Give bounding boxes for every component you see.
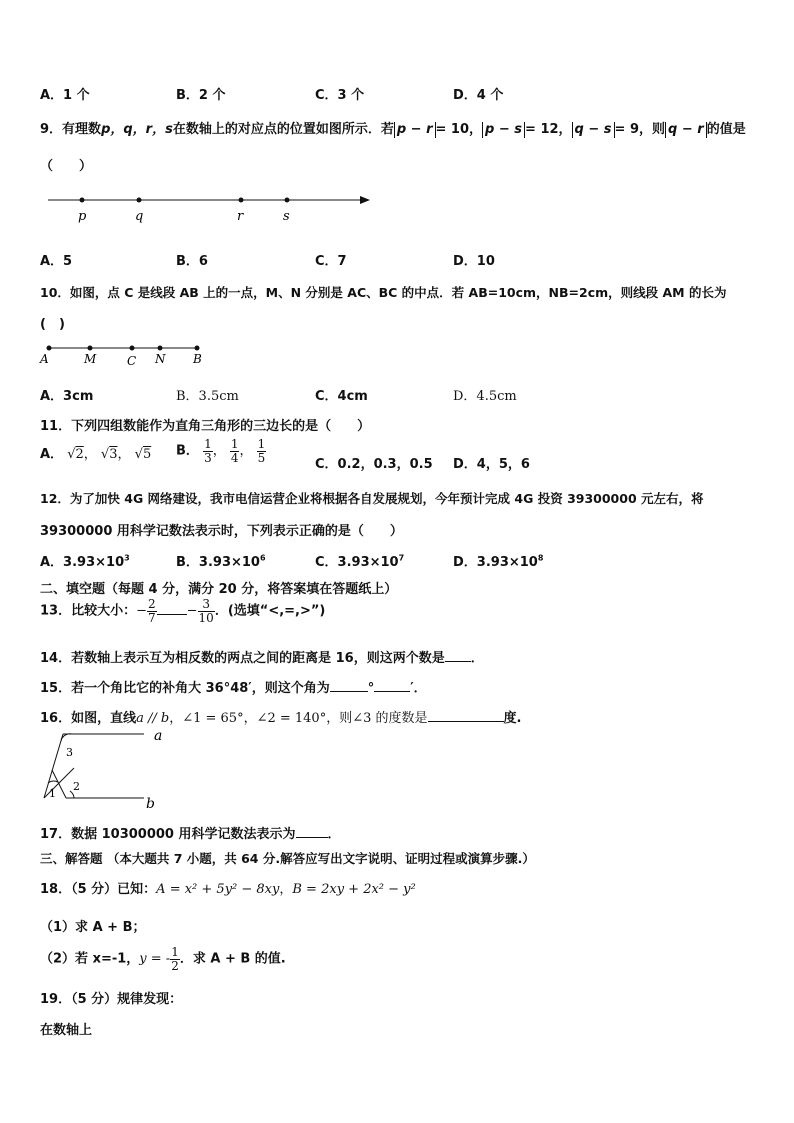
arrow-right-icon bbox=[360, 196, 370, 204]
q18-expr-b: B = 2xy + 2x² − y² bbox=[292, 882, 416, 897]
q9-option-c[interactable]: C．7 bbox=[315, 254, 347, 269]
q10-option-a[interactable]: A．3cm bbox=[40, 389, 94, 404]
q11-frac-1: $\frac{1}{3}$ bbox=[204, 437, 212, 465]
q9-label-q: q bbox=[135, 209, 144, 224]
q17-text: 17．数据 10300000 用科学记数法表示为 bbox=[40, 827, 296, 842]
q9-abs-qs: q − s bbox=[572, 122, 615, 138]
q10-option-d[interactable]: D．4.5cm bbox=[453, 389, 517, 404]
q13-suffix: ．(选填“<,=,>”) bbox=[214, 603, 326, 619]
q11-frac-3: $\frac{1}{5}$ bbox=[257, 437, 266, 465]
q18-expr-a: A = x² + 5y² − 8xy bbox=[156, 882, 280, 897]
q15-text: 15．若一个角比它的补角大 36°48′，则这个角为 bbox=[40, 681, 330, 696]
q12-option-b[interactable]: B．$3.93\times 10^6$ bbox=[176, 553, 266, 570]
q19-title: 19．（5 分）规律发现： bbox=[40, 992, 183, 1007]
q9-eq1: = 10， bbox=[435, 122, 483, 137]
q11-sqrt-2: √3 bbox=[100, 447, 118, 462]
q9-option-d[interactable]: D．10 bbox=[453, 254, 495, 269]
q10-option-b[interactable]: B．3.5cm bbox=[176, 389, 239, 404]
q9-vars: p，q，r，s bbox=[101, 122, 173, 137]
q8-option-b[interactable]: B．2 个 bbox=[176, 88, 226, 103]
q16 bbox=[40, 707, 521, 726]
q9-paren: （ ） bbox=[40, 159, 93, 174]
q13-frac-1: $\frac{2}{7}$ bbox=[148, 597, 156, 625]
q10-stem: 10．如图，点 C 是线段 AB 上的一点，M、N 分别是 AC、BC 的中点．若 AB=10cm，NB=2cm，则线段 AM 的长为 bbox=[40, 285, 727, 300]
q16-label-3: 3 bbox=[66, 746, 73, 759]
q9-point-s bbox=[285, 198, 290, 203]
q14-text: 14．若数轴上表示互为相反数的两点之间的距离是 16，则这两个数是 bbox=[40, 651, 445, 666]
section-3-heading: 三、解答题 （本大题共 7 小题，共 64 分.解答应写出文字说明、证明过程或演算步骤.） bbox=[40, 851, 535, 866]
q15-degree-sign: ° bbox=[367, 681, 375, 696]
q16-label-1: 1 bbox=[49, 787, 56, 800]
q11-option-b[interactable]: B． $\frac{1}{3}$ ， $\frac{1}{4}$ ， $\frac{1}{5}$ bbox=[176, 437, 266, 465]
q10-point-m bbox=[88, 346, 93, 351]
q11-option-a[interactable]: A． √2， √3， √5 bbox=[40, 447, 152, 462]
q18-sub2-b: ．求 A + B 的值. bbox=[179, 951, 286, 967]
q10-paren: ( ) bbox=[40, 317, 65, 332]
q18-prefix: 18．（5 分）已知： bbox=[40, 882, 157, 897]
q14: 14．若数轴上表示互为相反数的两点之间的距离是 16，则这两个数是 ． bbox=[40, 651, 484, 666]
q12-option-d[interactable]: D．$3.93\times 10^8$ bbox=[453, 553, 544, 570]
q17-answer-blank[interactable] bbox=[296, 837, 328, 838]
q16-answer-blank[interactable] bbox=[428, 721, 504, 722]
q8-option-c[interactable]: C．3 个 bbox=[315, 88, 365, 103]
q16-angles: ，∠1 = 65°，∠2 = 140°，则∠3 的度数是 bbox=[169, 711, 428, 726]
q18-sub1: （1）求 A + B； bbox=[40, 920, 146, 935]
q16-angle-1-arc bbox=[48, 781, 58, 783]
q9-number: 9． bbox=[40, 122, 63, 137]
q9-option-b[interactable]: B．6 bbox=[176, 254, 208, 269]
q9-number-line bbox=[40, 188, 380, 228]
q9-label-p: p bbox=[78, 209, 87, 224]
q9-point-r bbox=[239, 198, 244, 203]
section-2-heading: 二、填空题（每题 4 分，满分 20 分，将答案填在答题纸上） bbox=[40, 582, 398, 597]
q10-point-a bbox=[47, 346, 52, 351]
q13-frac-2: $\frac{3}{10}$ bbox=[198, 597, 214, 625]
q9-point-p bbox=[80, 198, 85, 203]
q18-sub2 bbox=[40, 946, 286, 972]
q18-sub2-a: （2）若 x=-1， bbox=[40, 951, 140, 967]
q10-segment-figure bbox=[36, 338, 216, 368]
q9-stem-c: 的值是 bbox=[706, 122, 746, 137]
q9-eq2: = 12， bbox=[525, 122, 572, 137]
q12-line1: 12．为了加快 4G 网络建设，我市电信运营企业将根据各自发展规划，今年预计完成 4G 投资 39300000 元左右，将 bbox=[40, 491, 704, 506]
q11-sqrt-3: √5 bbox=[134, 447, 152, 462]
q13-answer-blank[interactable] bbox=[157, 614, 187, 615]
q15-degree-blank[interactable] bbox=[330, 691, 368, 692]
q8-option-a[interactable]: A．1 个 bbox=[40, 88, 90, 103]
q9-stem bbox=[40, 118, 746, 138]
q18-sub2-y: y = - bbox=[139, 951, 171, 967]
q16-label-b: b bbox=[146, 796, 155, 812]
q16-figure bbox=[36, 728, 176, 814]
q18-sep: ， bbox=[279, 882, 293, 897]
q14-answer-blank[interactable] bbox=[445, 661, 471, 662]
q16-label-a: a bbox=[154, 728, 163, 744]
q10-point-n bbox=[158, 346, 163, 351]
q11-option-b-label: B． bbox=[176, 443, 199, 459]
q10-point-c bbox=[130, 346, 135, 351]
q9-option-a[interactable]: A．5 bbox=[40, 254, 73, 269]
q9-point-q bbox=[137, 198, 142, 203]
q10-label-a: A bbox=[40, 352, 49, 366]
q9-stem-a: 有理数 bbox=[62, 122, 102, 137]
q11-frac-2: $\frac{1}{4}$ bbox=[230, 437, 239, 465]
q18 bbox=[40, 878, 416, 897]
q10-label-c: C bbox=[127, 354, 137, 368]
q16-prefix: 16．如图，直线 bbox=[40, 711, 137, 726]
q9-eq3: = 9，则 bbox=[614, 122, 666, 137]
q16-parallel: a // b bbox=[136, 711, 170, 726]
q17: 17．数据 10300000 用科学记数法表示为 ． bbox=[40, 827, 341, 842]
q9-abs-ps: p − s bbox=[482, 122, 525, 138]
q11-sqrt-1: √2 bbox=[67, 447, 84, 462]
q10-label-n: N bbox=[155, 352, 166, 366]
q10-point-b bbox=[195, 346, 200, 351]
q9-abs-qr: q − r bbox=[665, 122, 707, 138]
q12-option-a[interactable]: A．$3.93\times 10^3$ bbox=[40, 553, 130, 570]
q11-option-d[interactable]: D．4，5，6 bbox=[453, 457, 530, 472]
q9-label-s: s bbox=[283, 209, 290, 224]
q11-stem: 11．下列四组数能作为直角三角形的三边长的是（ ） bbox=[40, 419, 371, 434]
q18-frac: $\frac{1}{2}$ bbox=[171, 945, 179, 973]
q16-label-2: 2 bbox=[73, 780, 80, 793]
q11-option-a-label: A． bbox=[40, 447, 64, 462]
q13: 13．比较大小：− $\frac{2}{7}$ − $\frac{3}{10}$ ．(选填“<,=,>”) bbox=[40, 597, 326, 625]
q10-label-m: M bbox=[84, 352, 97, 366]
q10-label-b: B bbox=[193, 352, 202, 366]
q10-option-c[interactable]: C．4cm bbox=[315, 389, 368, 404]
q11-option-c[interactable]: C．0.2，0.3，0.5 bbox=[315, 457, 433, 472]
q15-minute-sign: ′． bbox=[410, 681, 427, 696]
q19-line: 在数轴上 bbox=[40, 1023, 93, 1038]
q15-minute-blank[interactable] bbox=[374, 691, 410, 692]
q12-line2: 39300000 用科学记数法表示时，下列表示正确的是（ ） bbox=[40, 524, 403, 539]
q13-prefix: 13．比较大小： bbox=[40, 603, 137, 619]
q16-suffix: 度. bbox=[503, 711, 522, 726]
q15 bbox=[40, 677, 427, 696]
q9-label-r: r bbox=[237, 209, 244, 224]
q9-abs-pr: p − r bbox=[394, 122, 436, 138]
q8-option-d[interactable]: D．4 个 bbox=[453, 88, 504, 103]
q9-stem-b: 在数轴上的对应点的位置如图所示．若 bbox=[172, 122, 394, 137]
q12-option-c[interactable]: C．$3.93\times 10^7$ bbox=[315, 553, 405, 570]
